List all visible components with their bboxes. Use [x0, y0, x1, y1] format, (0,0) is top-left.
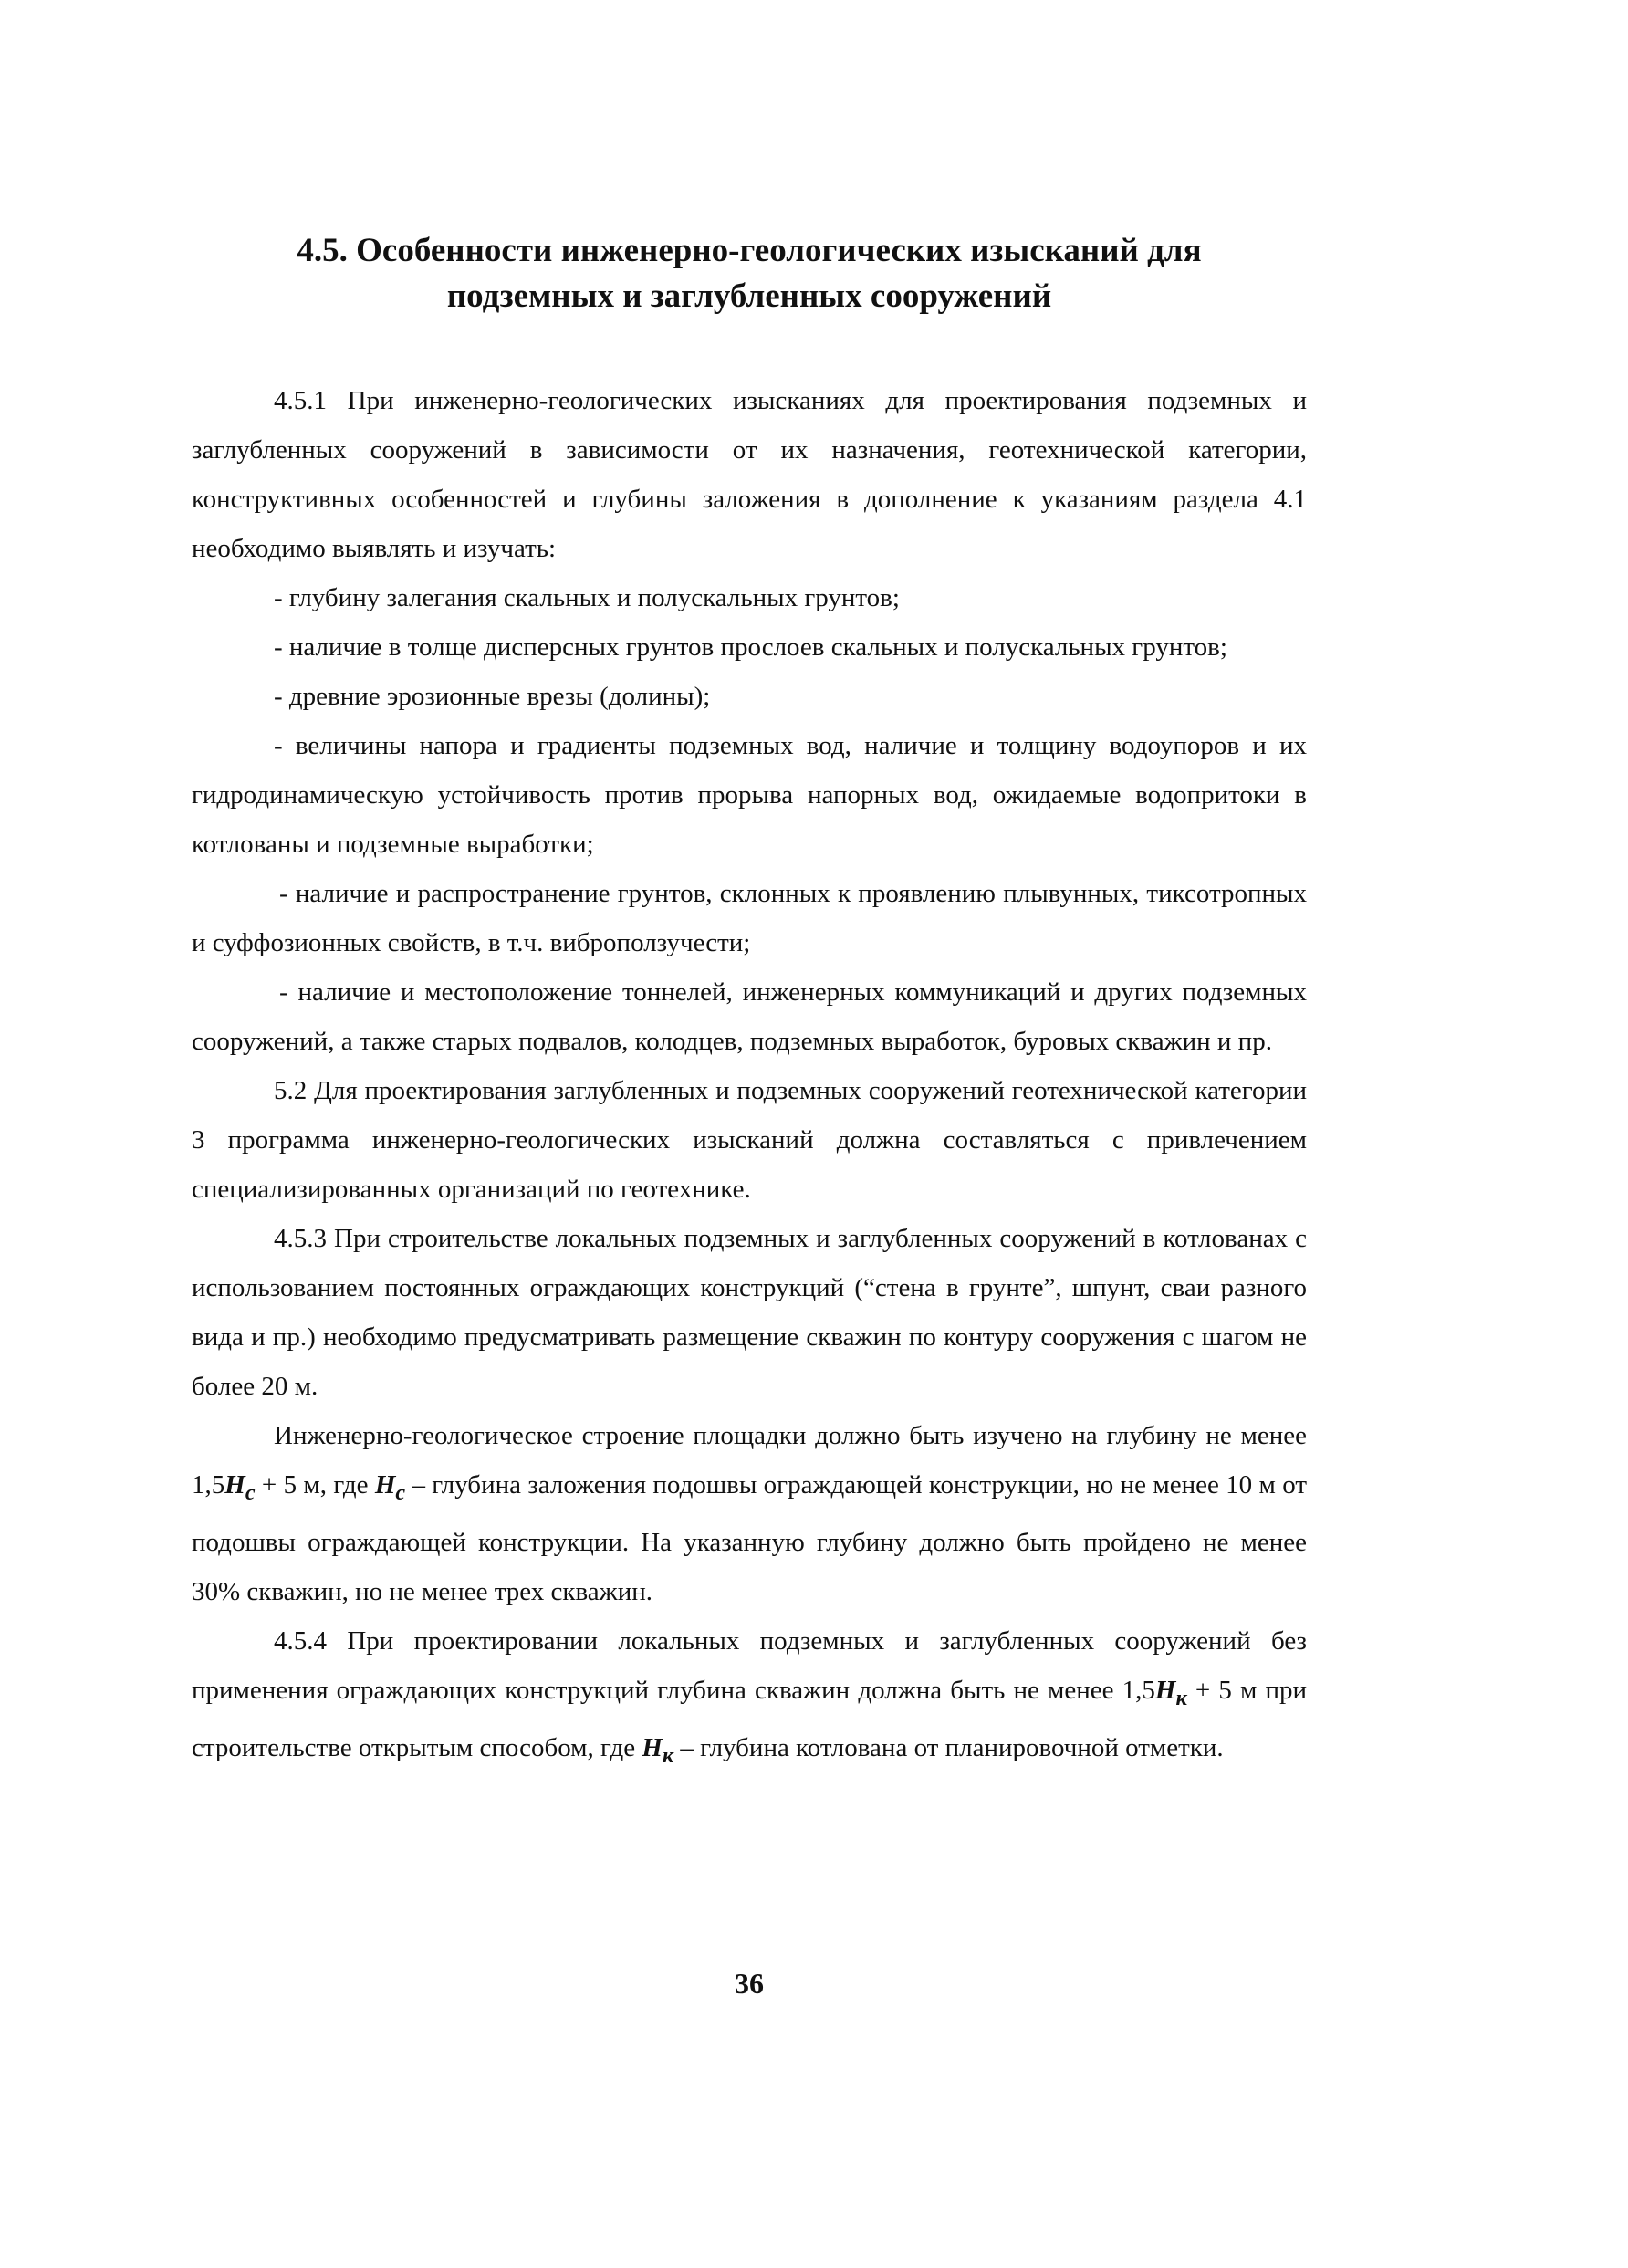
subscript-k: к [662, 1742, 674, 1768]
page-number: 36 [735, 1967, 764, 2000]
paragraph-5-2: 5.2 Для проектирования заглубленных и подземных сооружений геотехнической категории 3 программа инженерно-геологических изысканий должна составляться с привлечением специализированных организаций по геотехнике. [192, 1076, 1307, 1204]
variable-h: H [374, 1470, 396, 1500]
paragraph-4-5-4-part-3: – глубина котлована от планировочной отметки. [673, 1732, 1224, 1762]
section-title-line-1: 4.5. Особенности инженерно-геологических изысканий для [297, 232, 1202, 269]
variable-h: H [224, 1470, 245, 1500]
list-item-erosion-cuts: - древние эрозионные врезы (долины); [274, 682, 711, 711]
list-item-groundwater: - величины напора и градиенты подземных вод, наличие и толщину водоупоров и их гидродинамическую устойчивость против прорыва напорных вод, ожидаемые водопритоки в котлованы и подземные выработки; [192, 731, 1307, 859]
paragraph-4-5-4-part-2: + 5 м при строительстве открытым способом, где [192, 1675, 1307, 1762]
subscript-k: к [1175, 1685, 1187, 1710]
paragraph-geology-depth [192, 1411, 1307, 1616]
variable-h: H [642, 1732, 663, 1762]
paragraph-4-5-3: 4.5.3 При строительстве локальных подземных и заглубленных сооружений в котлованах с использованием постоянных ограждающих конструкций (“стена в грунте”, шпунт, сваи разного вида и пр.) необходимо предусматривать размещение скважин по контуру сооружения с шагом не более 20 м. [192, 1224, 1307, 1401]
variable-h: H [1154, 1675, 1176, 1705]
paragraph-geology-depth-part-3: – глубина заложения подошвы ограждающей конструкции, но не менее 10 м от подошвы ограждающей конструкции. На указанную глубину должно быть пройдено не менее 30% скважин, но не менее трех скважин. [192, 1470, 1307, 1606]
subscript-c: c [395, 1479, 406, 1505]
paragraph-geology-depth-part-2: + 5 м, где [255, 1470, 375, 1500]
section-title [192, 228, 1307, 319]
paragraph-4-5-1: 4.5.1 При инженерно-геологических изысканиях для проектирования подземных и заглубленных сооружений в зависимости от их назначения, геотехнической категории, конструктивных особенностей и глубины заложения в дополнение к указаниям раздела 4.1 необходимо выявлять и изучать: [192, 386, 1307, 563]
subscript-c: c [245, 1479, 256, 1505]
list-item-underground-structures: - наличие и местоположение тоннелей, инженерных коммуникаций и других подземных сооружений, а также старых подвалов, колодцев, подземных выработок, буровых скважин и пр. [192, 977, 1307, 1056]
paragraph-geology-depth-part-1: Инженерно-геологическое строение площадки должно быть изучено на глубину не менее 1,5 [192, 1421, 1307, 1500]
list-item-quicksand-soils: - наличие и распространение грунтов, склонных к проявлению плывунных, тиксотропных и суффозионных свойств, в т.ч. виброползучести; [192, 879, 1307, 957]
list-item-rock-interlayers: - наличие в толще дисперсных грунтов прослоев скальных и полускальных грунтов; [274, 632, 1227, 662]
paragraph-4-5-4-part-1: 4.5.4 При проектировании локальных подземных и заглубленных сооружений без применения ограждающих конструкций глубина скважин должна быть не менее 1,5 [192, 1625, 1307, 1705]
paragraph-4-5-4 [192, 1616, 1307, 1781]
section-title-line-2: подземных и заглубленных сооружений [446, 277, 1052, 315]
list-item-rock-depth: - глубину залегания скальных и полускальных грунтов; [274, 583, 900, 612]
document-page [192, 228, 1307, 2236]
